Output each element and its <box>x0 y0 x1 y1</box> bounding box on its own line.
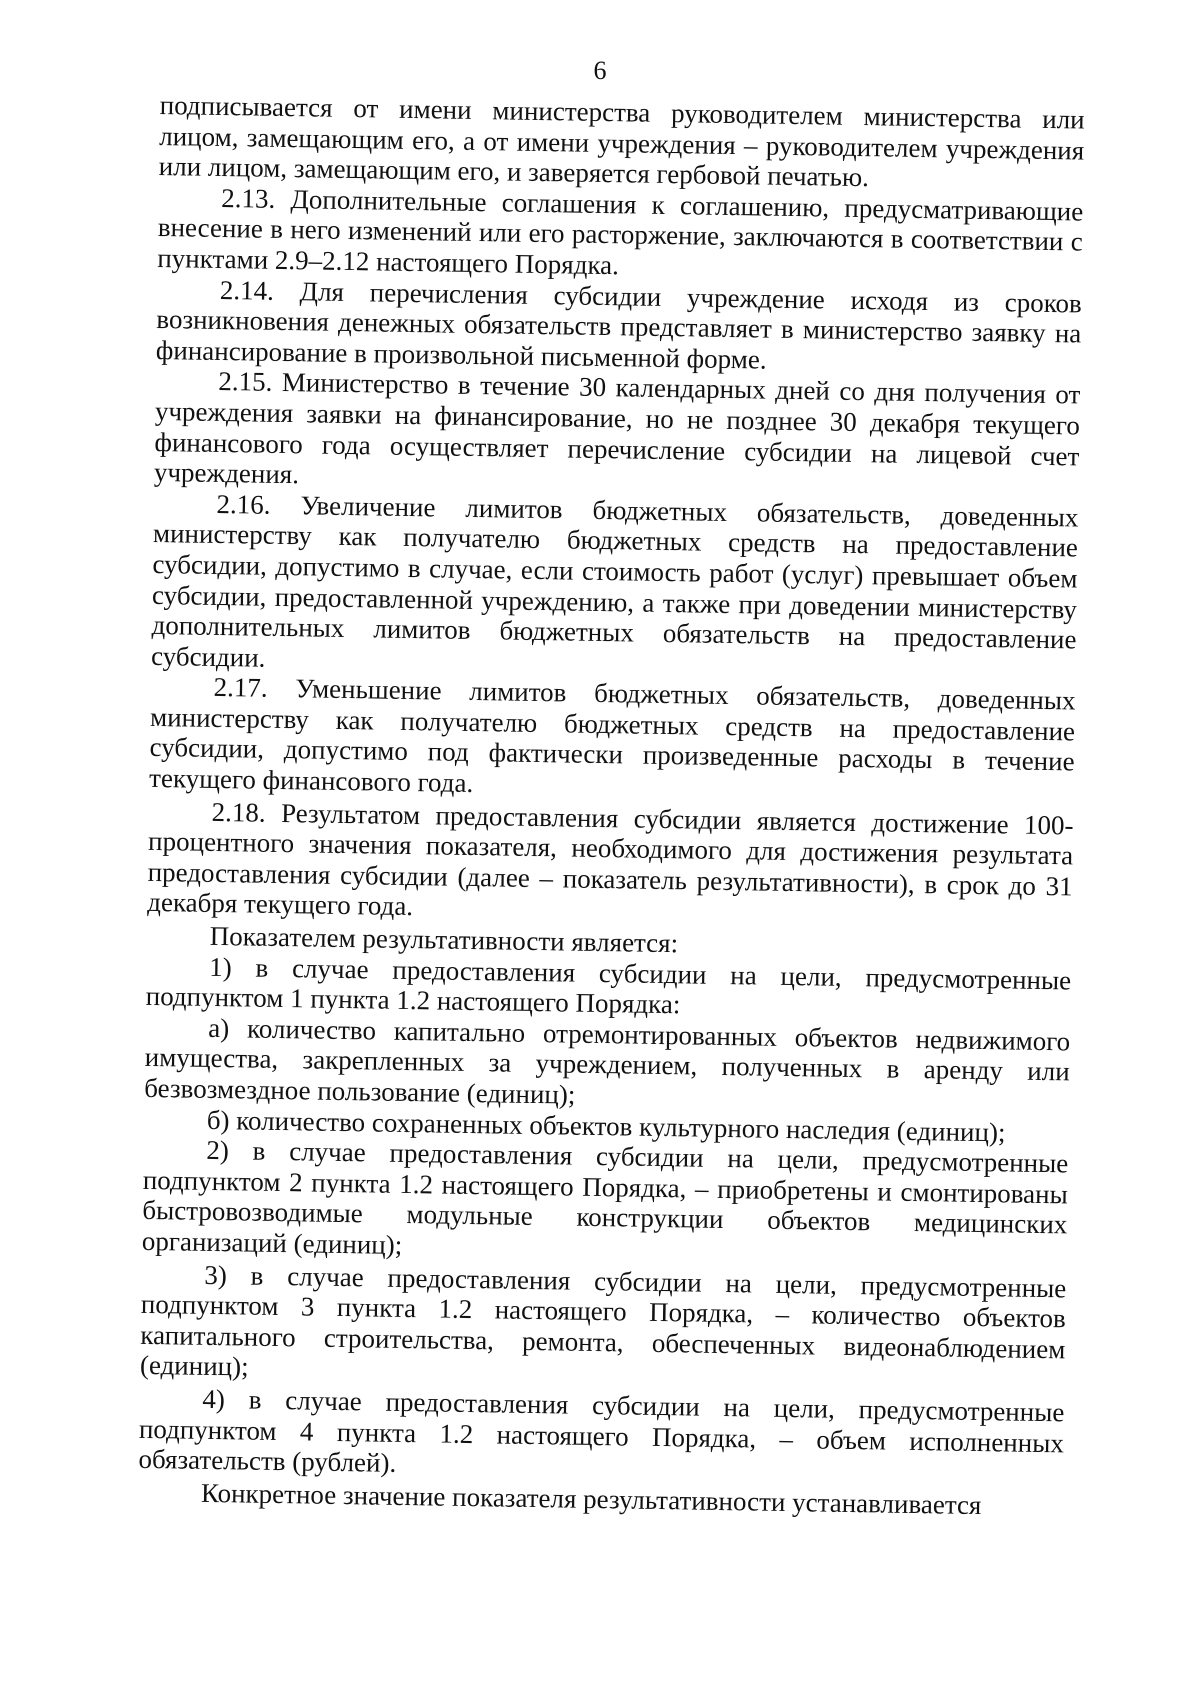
page-number: 6 <box>593 56 607 85</box>
paragraph-2-15: 2.15. Министерство в течение 30 календарных дней со дня получения от учреждения заявки на финансирование, но не позднее 30 декабря текущего финансового года осуществляет перечисление субсидии на лицевой счет учреждения. <box>153 366 1081 490</box>
document-body <box>138 90 1085 1522</box>
paragraph-signing: подписывается от имени министерства руководителем министерства или лицом, замещающим его, а от имени учреждения – руководителем учреждения или лицом, замещающим его, и заверяется гербовой печатью. <box>158 90 1085 193</box>
paragraph-2-18: 2.18. Результатом предоставления субсидии является достижение 100-процентного значения показателя, необходимого для достижения результата предоставления субсидии (далее – показатель результативности), в срок до 31 декабря текущего года. <box>147 796 1074 922</box>
paragraph-2-14: 2.14. Для перечисления субсидии учреждение исходя из сроков возникновения денежных обязательств представляет в министерство заявку на финансирование в произвольной письменной форме. <box>155 274 1083 375</box>
paragraph-indicator-value: Конкретное значение показателя результативности устанавливается <box>200 1477 982 1520</box>
paragraph-indicator-intro: Показателем результативности является: <box>209 920 679 959</box>
list-item-1b: б) количество сохраненных объектов культурного наследия (единиц); <box>206 1104 1006 1148</box>
paragraph-2-17: 2.17. Уменьшение лимитов бюджетных обязательств, доведенных министерству как получателю бюджетных средств на предоставление субсидии, допустимо под фактически произведенные расходы в течение текущего финансового года. <box>148 672 1076 799</box>
list-item-4: 4) в случае предоставления субсидии на цели, предусмотренные подпунктом 4 пункта 1.2 настоящего Порядка, – объем исполненных обязательств (рублей). <box>138 1383 1065 1479</box>
paragraph-2-16: 2.16. Увеличение лимитов бюджетных обязательств, доведенных министерству как получателю бюджетных средств на предоставление субсидии, допустимо в случае, если стоимость работ (услуг) превышает объем субсидии, предоставленной учреждению, а также при доведении министерству дополнительных лимитов бюджетных обязательств на предоставление субсидии. <box>150 488 1079 673</box>
list-item-2: 2) в случае предоставления субсидии на цели, предусмотренные подпунктом 2 пункта 1.2 настоящего Порядка, – приобретены и смонтированы быстровозводимые модульные конструкции объектов медицинских организаций (единиц); <box>141 1135 1069 1260</box>
list-item-3: 3) в случае предоставления субсидии на цели, предусмотренные подпунктом 3 пункта 1.2 настоящего Порядка, – количество объектов капитального строительства, ремонта, обеспеченных видеонаблюдением (единиц); <box>139 1259 1067 1382</box>
list-item-1a: а) количество капитально отремонтированных объектов недвижимого имущества, закрепленных за учреждением, полученных в аренду или безвозмездное пользование (единиц); <box>144 1012 1071 1110</box>
paragraph-2-13: 2.13. Дополнительные соглашения к соглашению, предусматривающие внесение в него изменений или его расторжение, заключаются в соответствии с пунктами 2.9–2.12 настоящего Порядка. <box>157 182 1084 281</box>
list-item-1: 1) в случае предоставления субсидии на цели, предусмотренные подпунктом 1 пункта 1.2 настоящего Порядка: <box>145 951 1072 1020</box>
